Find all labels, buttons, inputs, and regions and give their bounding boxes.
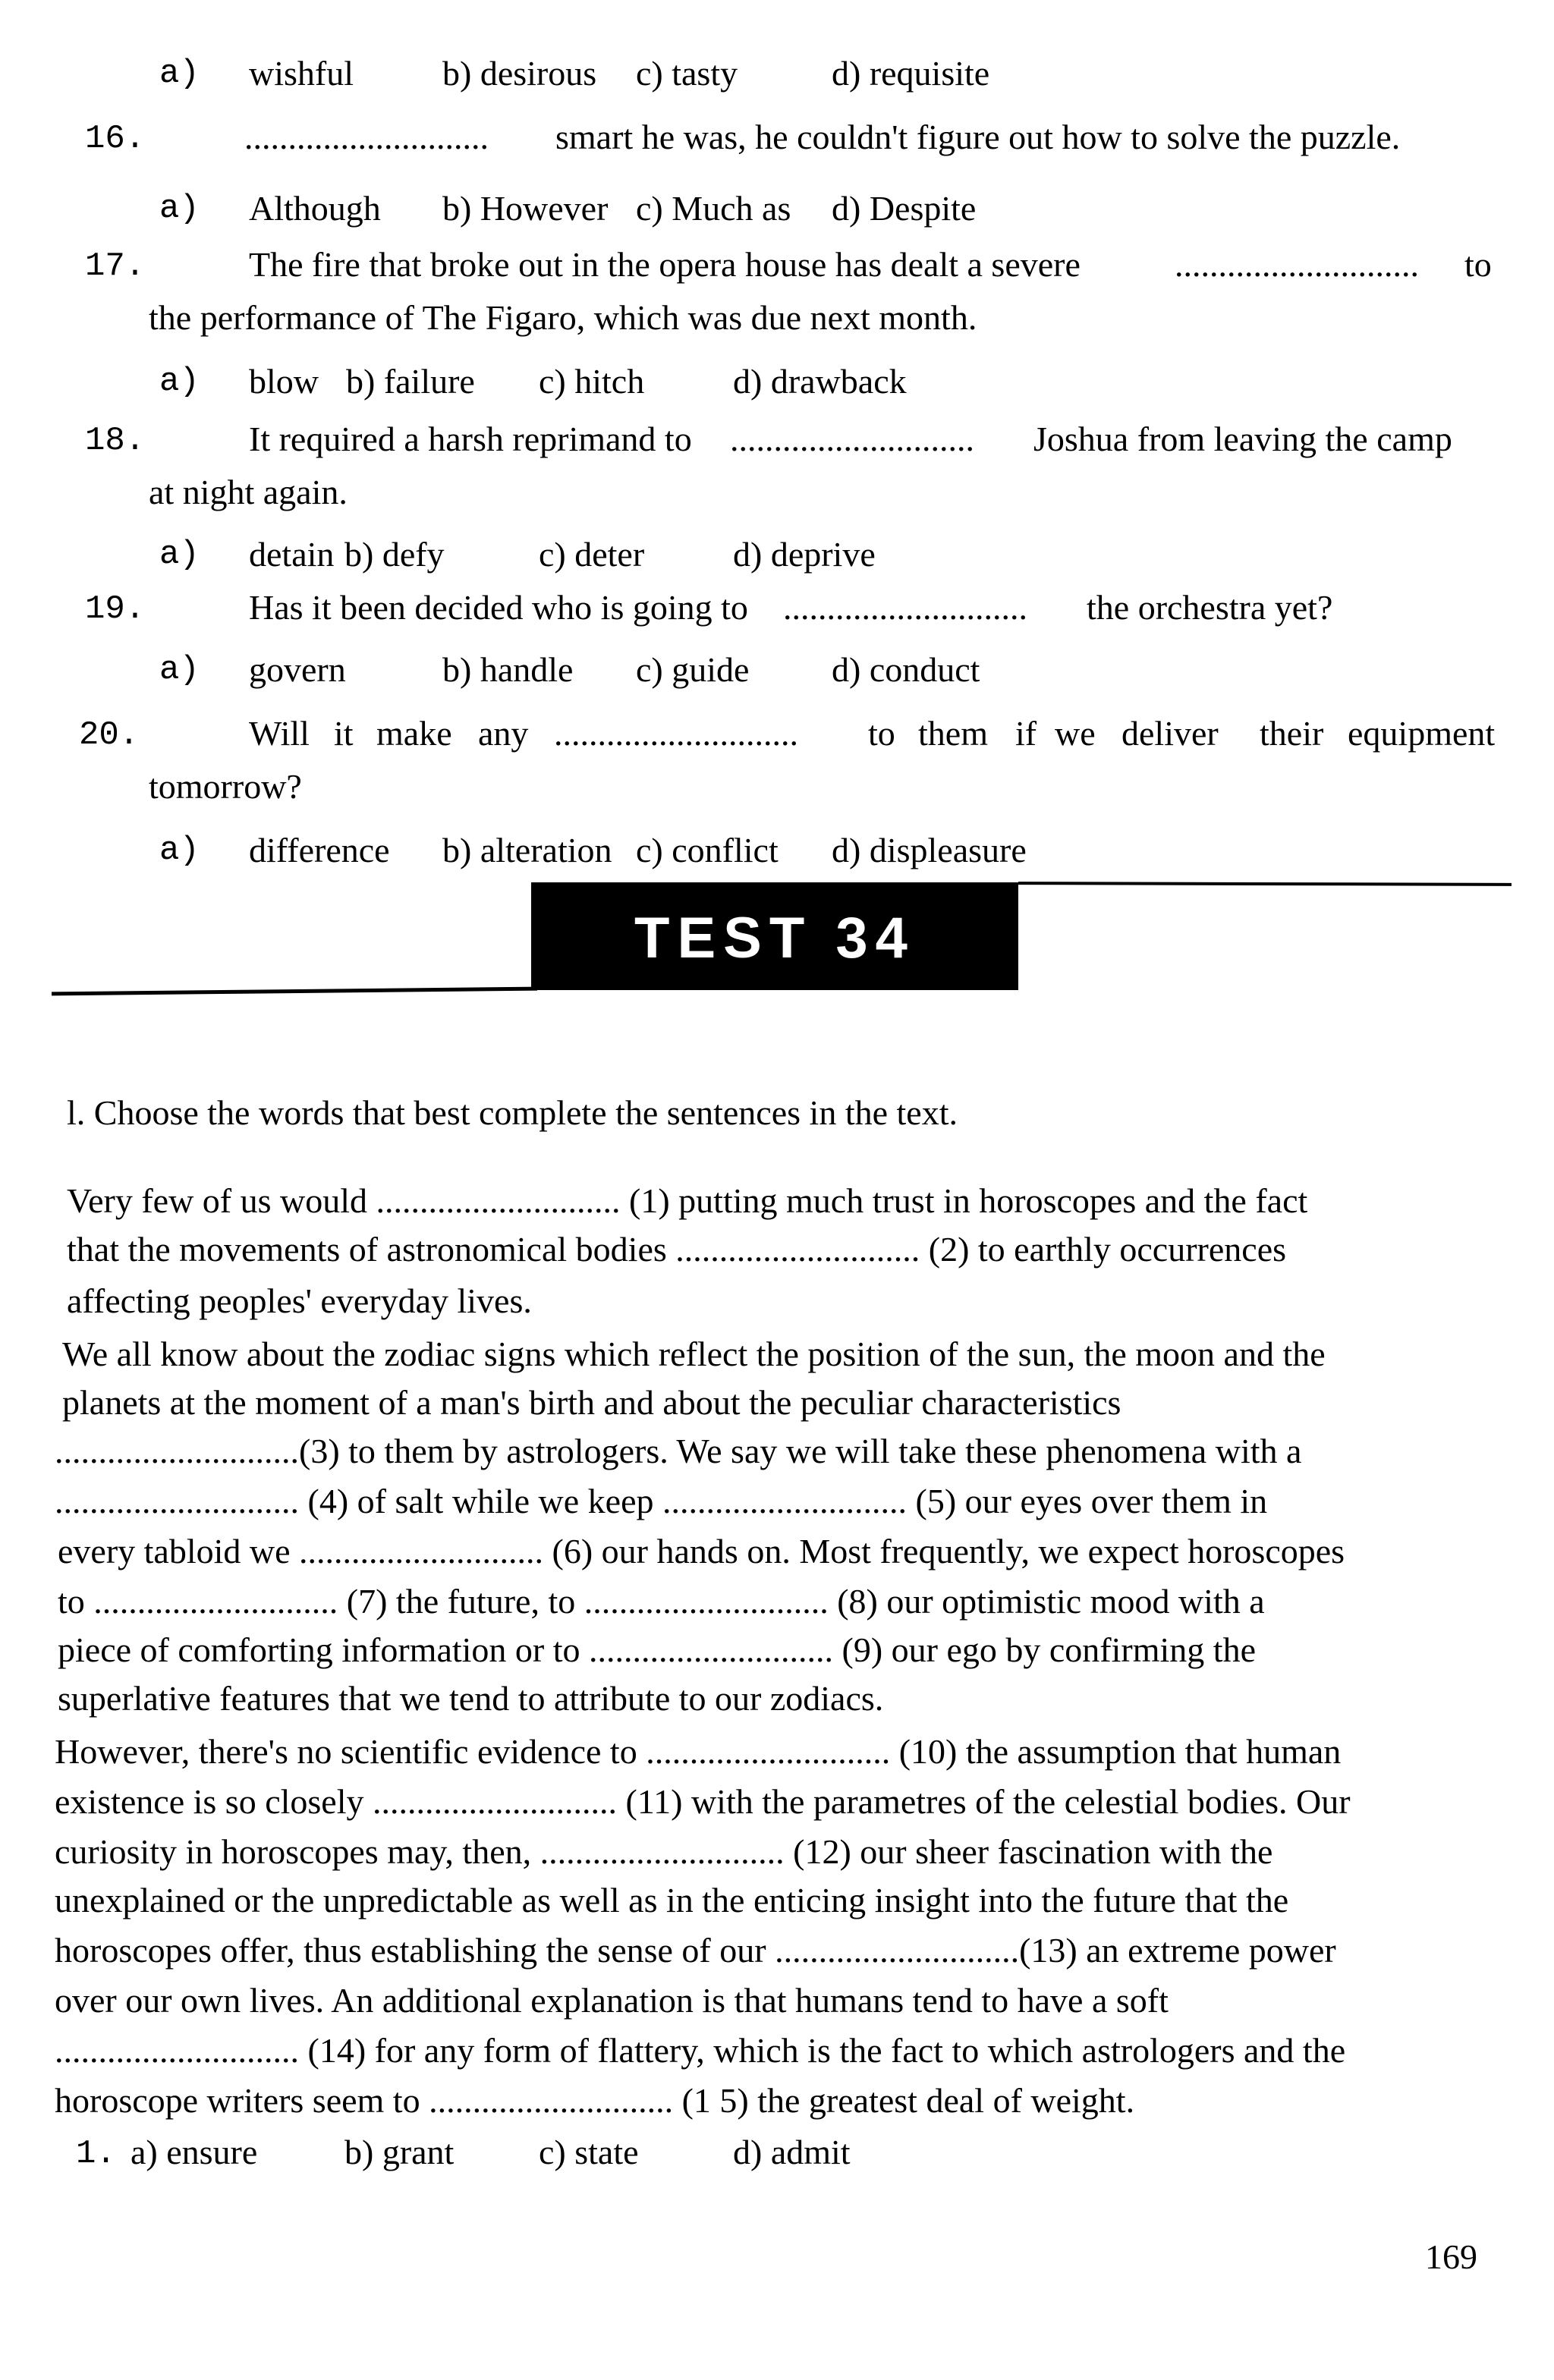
question-word: if xyxy=(1015,714,1037,753)
passage-line: However, there's no scientific evidence to ............................ (10) the assumption that human xyxy=(55,1732,1342,1771)
option-d: d) displeasure xyxy=(832,831,1027,869)
option-b: b) failure xyxy=(346,362,475,401)
instruction: l. Choose the words that best complete the sentences in the text. xyxy=(67,1093,958,1132)
question-text-line2: at night again. xyxy=(149,473,348,511)
passage-line: We all know about the zodiac signs which reflect the position of the sun, the moon and the xyxy=(62,1335,1326,1373)
option-d: d) drawback xyxy=(733,362,907,401)
question-text: the orchestra yet? xyxy=(1087,588,1333,627)
blank: ............................ xyxy=(783,588,1027,627)
option-b: b) handle xyxy=(442,650,574,689)
passage-line: horoscopes offer, thus establishing the sense of our ............................(13) an extreme power xyxy=(55,1931,1336,1970)
passage-line: ............................ (14) for any form of flattery, which is the fact to which astrologers and the xyxy=(55,2031,1346,2070)
option-a: a) ensure xyxy=(131,2133,258,2171)
passage-line: curiosity in horoscopes may, then, ............................ (12) our sheer fascination with the xyxy=(55,1832,1273,1871)
option-a: blow xyxy=(249,362,319,401)
question-word: Will xyxy=(249,714,310,753)
passage-line: piece of comforting information or to ............................ (9) our ego by confirming the xyxy=(58,1630,1256,1669)
question-word: make xyxy=(376,714,452,753)
question-text: smart he was, he couldn't figure out how to solve the puzzle. xyxy=(555,118,1401,156)
blank: ............................ xyxy=(244,118,489,156)
option-letter-a: a) xyxy=(159,190,200,228)
option-b: b) However xyxy=(442,189,609,228)
passage-line: every tabloid we ............................ (6) our hands on. Most frequently, we expect horoscopes xyxy=(58,1532,1345,1570)
question-number: 19. xyxy=(85,590,146,628)
option-a: wishful xyxy=(249,54,354,93)
banner-rule-right xyxy=(1018,882,1512,886)
passage-line: horoscope writers seem to ............................ (1 5) the greatest deal of weight. xyxy=(55,2081,1135,2120)
option-a: detain xyxy=(249,535,335,574)
option-letter-a: a) xyxy=(159,651,200,689)
answer-number: 1. xyxy=(76,2135,116,2173)
blank: ............................ xyxy=(1175,245,1419,284)
blank: ............................ xyxy=(554,714,798,753)
question-number: 16. xyxy=(85,120,146,158)
passage-line: Very few of us would ............................ (1) putting much trust in horoscopes and the fact xyxy=(67,1181,1308,1220)
question-word: any xyxy=(478,714,529,753)
option-b: b) defy xyxy=(344,535,445,574)
option-a: govern xyxy=(249,650,346,689)
question-text-line2: the performance of The Figaro, which was due next month. xyxy=(149,298,977,337)
passage-line: superlative features that we tend to attribute to our zodiacs. xyxy=(58,1679,884,1718)
question-number: 17. xyxy=(85,247,146,285)
passage-line: to ............................ (7) the future, to ............................ (8) our optimistic mood with a xyxy=(58,1582,1265,1621)
question-number: 20. xyxy=(79,716,140,754)
option-c: c) tasty xyxy=(636,54,738,93)
question-text: Joshua from leaving the camp xyxy=(1033,420,1452,458)
option-d: d) admit xyxy=(733,2133,851,2171)
option-letter-a: a) xyxy=(159,363,200,401)
question-text-end: to xyxy=(1464,245,1492,284)
question-text: The fire that broke out in the opera house has dealt a severe xyxy=(249,245,1081,284)
option-letter-a: a) xyxy=(159,832,200,869)
question-number: 18. xyxy=(85,422,146,460)
option-c: c) deter xyxy=(539,535,645,574)
question-text: Has it been decided who is going to xyxy=(249,588,748,627)
question-word: them xyxy=(918,714,988,753)
blank: ............................ xyxy=(730,420,974,458)
option-d: d) requisite xyxy=(832,54,990,93)
question-word: their xyxy=(1260,714,1324,753)
question-text: It required a harsh reprimand to xyxy=(249,420,692,458)
option-b: b) alteration xyxy=(442,831,612,869)
option-c: c) conflict xyxy=(636,831,779,869)
question-word: we xyxy=(1055,714,1096,753)
option-letter-a: a) xyxy=(159,55,200,93)
passage-line: planets at the moment of a man's birth and about the peculiar characteristics xyxy=(62,1383,1121,1422)
option-c: c) Much as xyxy=(636,189,791,228)
passage-line: that the movements of astronomical bodies ............................ (2) to earthly occurrences xyxy=(67,1230,1287,1269)
option-letter-a: a) xyxy=(159,536,200,574)
passage-line: unexplained or the unpredictable as well as in the enticing insight into the future that the xyxy=(55,1881,1289,1919)
option-a: difference xyxy=(249,831,390,869)
question-word: it xyxy=(334,714,354,753)
option-d: d) Despite xyxy=(832,189,977,228)
option-d: d) deprive xyxy=(733,535,876,574)
option-a: Although xyxy=(249,189,381,228)
passage-line: ............................(3) to them by astrologers. We say we will take these phenomena with a xyxy=(55,1432,1302,1470)
question-text-line2: tomorrow? xyxy=(149,767,302,806)
question-word: deliver xyxy=(1121,714,1219,753)
banner-rule-left xyxy=(52,987,537,996)
option-c: c) state xyxy=(539,2133,639,2171)
passage-line: existence is so closely ............................ (11) with the parametres of the celestial bodies. Our xyxy=(55,1782,1351,1821)
option-d: d) conduct xyxy=(832,650,980,689)
option-b: b) grant xyxy=(344,2133,455,2171)
page-number: 169 xyxy=(1425,2237,1477,2276)
option-c: c) guide xyxy=(636,650,750,689)
option-c: c) hitch xyxy=(539,362,645,401)
question-word: to xyxy=(868,714,895,753)
passage-line: affecting peoples' everyday lives. xyxy=(67,1281,532,1320)
passage-line: over our own lives. An additional explanation is that humans tend to have a soft xyxy=(55,1981,1169,2020)
option-b: b) desirous xyxy=(442,54,597,93)
passage-line: ............................ (4) of salt while we keep ............................ (5) our eyes over them in xyxy=(55,1482,1268,1520)
test-title: TEST 34 xyxy=(634,906,915,970)
question-word: equipment xyxy=(1348,714,1496,753)
test-title-banner xyxy=(531,882,1018,990)
